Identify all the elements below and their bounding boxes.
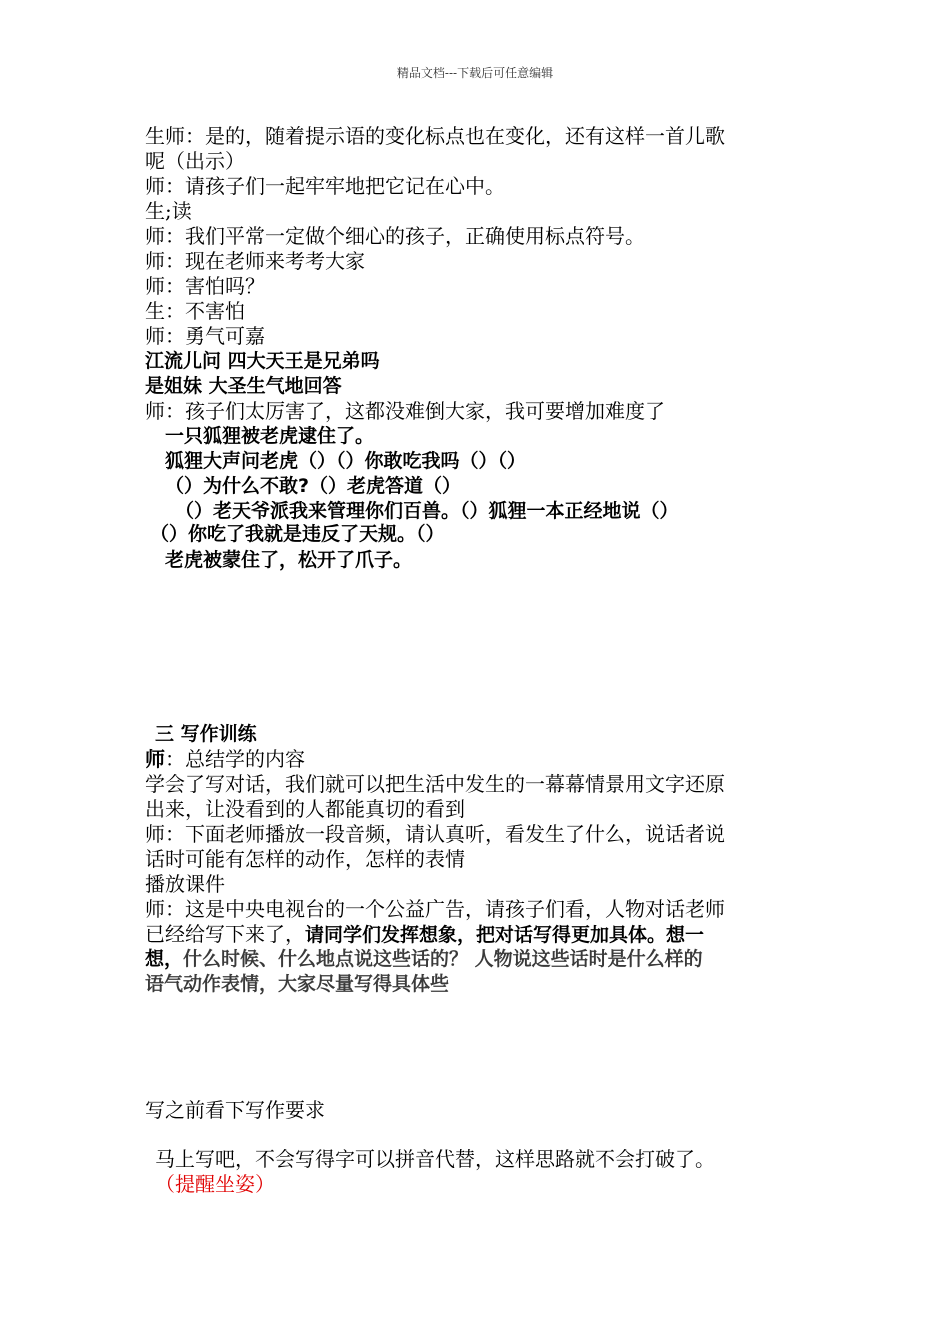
text-line bbox=[145, 747, 305, 772]
text-line: 马上写吧，不会写得字可以拼音代替，这样思路就不会打破了。 bbox=[155, 1147, 715, 1171]
text-span: ：总结学的内容 bbox=[165, 747, 305, 771]
text-line bbox=[145, 922, 704, 948]
reminder-note bbox=[155, 1172, 275, 1197]
emphasis-text: 什么时候、什么地点说这些话的？ 人物说这些话时是什么样的 bbox=[183, 948, 703, 970]
text-line: 师：勇气可嘉 bbox=[145, 324, 265, 348]
text-line: 生;读 bbox=[145, 199, 192, 223]
emphasis-text: 想， bbox=[145, 948, 184, 970]
text-line: 播放课件 bbox=[145, 872, 225, 896]
text-line: 生：不害怕 bbox=[145, 299, 245, 323]
section-heading: 三 写作训练 bbox=[155, 723, 257, 745]
text-line: 师：这是中央电视台的一个公益广告，请孩子们看，人物对话老师 bbox=[145, 897, 725, 921]
text-line: 江流儿问 四大天王是兄弟吗 bbox=[145, 350, 380, 372]
text-line: 语气动作表情，大家尽量写得具体些 bbox=[145, 973, 450, 995]
speaker-label: 师 bbox=[145, 747, 165, 771]
text-span: 已经给写下来了， bbox=[145, 922, 305, 946]
exercise-line: 一只狐狸被老虎逮住了。 bbox=[165, 425, 375, 447]
text-line: 写之前看下写作要求 bbox=[145, 1098, 325, 1122]
text-line: 师：请孩子们一起牢牢地把它记在心中。 bbox=[145, 174, 505, 198]
page-header: 精品文档---下载后可任意编辑 bbox=[396, 66, 554, 80]
text-line: 师：下面老师播放一段音频，请认真听，看发生了什么，说话者说 bbox=[145, 822, 725, 846]
exercise-line: （）老天爷派我来管理你们百兽。（）狐狸一本正经地说（） bbox=[175, 500, 679, 522]
paren: ） bbox=[255, 1172, 275, 1196]
text-line: 师：我们平常一定做个细心的孩子，正确使用标点符号。 bbox=[145, 224, 645, 248]
text-line bbox=[145, 947, 703, 972]
exercise-line: （）你吃了我就是违反了天规。（） bbox=[150, 523, 445, 545]
exercise-line: 狐狸大声问老虎（）（）你敢吃我吗（）（） bbox=[165, 450, 527, 472]
text-line: 学会了写对话，我们就可以把生活中发生的一幕幕情景用文字还原 bbox=[145, 772, 725, 796]
text-line: 师：孩子们太厉害了，这都没难倒大家，我可要增加难度了 bbox=[145, 399, 665, 423]
text-line: 是姐妹 大圣生气地回答 bbox=[145, 375, 342, 397]
emphasis-text: 请同学们发挥想象，把对话写得更加具体。想一 bbox=[305, 924, 705, 946]
reminder-text: 提醒坐姿 bbox=[175, 1172, 255, 1196]
text-line: 出来，让没看到的人都能真切的看到 bbox=[145, 797, 465, 821]
text-line: 师：现在老师来考考大家 bbox=[145, 249, 365, 273]
exercise-line: 老虎被蒙住了，松开了爪子。 bbox=[165, 549, 413, 571]
text-line: 呢（出示） bbox=[145, 149, 245, 173]
text-line: 师：害怕吗？ bbox=[145, 274, 265, 298]
text-line: 生师：是的，随着提示语的变化标点也在变化，还有这样一首儿歌 bbox=[145, 124, 725, 148]
paren: （ bbox=[155, 1172, 175, 1196]
exercise-line: （）为什么不敢?（）老虎答道（） bbox=[165, 475, 462, 497]
text-line: 话时可能有怎样的动作，怎样的表情 bbox=[145, 847, 465, 871]
